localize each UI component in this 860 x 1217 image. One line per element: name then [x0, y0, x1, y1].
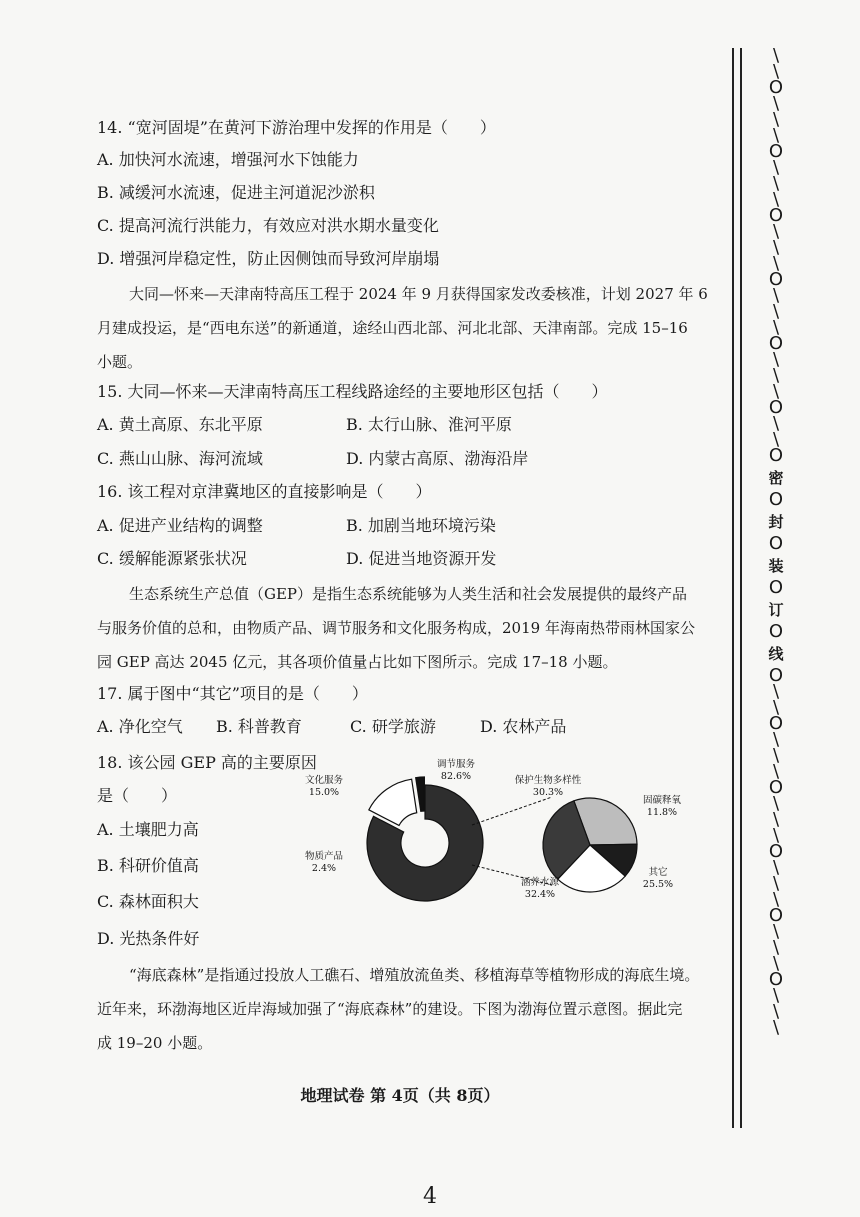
- binding-mark: \: [772, 825, 780, 846]
- binding-mark: \: [772, 365, 780, 386]
- value-material: 2.4%: [311, 863, 337, 874]
- binding-mark: \: [772, 45, 780, 66]
- q16-option-a: A. 促进产业结构的调整: [97, 516, 263, 535]
- binding-mark: \: [772, 873, 780, 894]
- q17-option-d: D. 农林产品: [480, 717, 567, 736]
- binding-word: 封: [768, 513, 784, 531]
- q16-option-b: B. 加剧当地环境污染: [346, 516, 496, 535]
- binding-mark: \: [772, 157, 780, 178]
- passage-uhv: [97, 284, 717, 372]
- label-biodiversity: 保护生物多样性: [514, 775, 582, 786]
- q14-stem: 14. “宽河固堤”在黄河下游治理中发挥的作用是（ ）: [97, 118, 496, 137]
- binding-mark: \: [772, 189, 780, 210]
- binding-mark: O: [768, 397, 784, 418]
- label-carbon: 固碳释氧: [642, 795, 682, 806]
- binding-mark: O: [768, 205, 784, 226]
- connector-line-0: [472, 797, 552, 825]
- q18-option-d: D. 光热条件好: [97, 929, 200, 948]
- binding-mark: \: [772, 429, 780, 450]
- binding-mark: O: [768, 665, 784, 686]
- passage-uhv-line: 小题。: [97, 353, 143, 371]
- q18-option-b: B. 科研价值高: [97, 856, 199, 875]
- q17-option-c: C. 研学旅游: [350, 717, 436, 736]
- q18-stem: 18. 该公园 GEP 高的主要原因: [97, 753, 317, 772]
- binding-mark: O: [768, 445, 784, 466]
- binding-mark: \: [772, 729, 780, 750]
- binding-line: [732, 48, 734, 1128]
- binding-mark: O: [768, 905, 784, 926]
- q17-stem: 17. 属于图中“其它”项目的是（ ）: [97, 684, 368, 703]
- label-material: 物质产品: [304, 851, 344, 862]
- binding-word: 装: [768, 557, 784, 575]
- label-regulation: 调节服务: [436, 759, 476, 770]
- binding-mark: O: [768, 577, 784, 598]
- q15-option-b: B. 太行山脉、淮河平原: [346, 415, 512, 434]
- binding-mark: \: [772, 1017, 780, 1038]
- value-culture: 15.0%: [308, 787, 340, 798]
- value-water: 32.4%: [524, 889, 556, 900]
- binding-mark: \: [772, 681, 780, 702]
- binding-mark: O: [768, 141, 784, 162]
- value-regulation: 82.6%: [440, 771, 472, 782]
- binding-mark: \: [772, 889, 780, 910]
- label-culture: 文化服务: [304, 775, 344, 786]
- q16-option-c: C. 缓解能源紧张状况: [97, 549, 247, 568]
- value-carbon: 11.8%: [646, 807, 678, 818]
- binding-mark: \: [772, 349, 780, 370]
- binding-mark: \: [772, 1001, 780, 1022]
- binding-mark: \: [772, 285, 780, 306]
- value-biodiversity: 30.3%: [532, 787, 564, 798]
- binding-mark: O: [768, 969, 784, 990]
- q15-option-a: A. 黄土高原、东北平原: [97, 415, 263, 434]
- binding-word: 线: [768, 645, 784, 663]
- q16-stem: 16. 该工程对京津冀地区的直接影响是（ ）: [97, 482, 432, 501]
- binding-mark: \: [772, 745, 780, 766]
- binding-mark: \: [772, 793, 780, 814]
- passage-sea-forest-line: 成 19–20 小题。: [97, 1034, 213, 1052]
- binding-mark: \: [772, 173, 780, 194]
- binding-mark: O: [768, 841, 784, 862]
- q14-option-c: C. 提高河流行洪能力，有效应对洪水期水量变化: [97, 216, 439, 235]
- q14-option-b: B. 减缓河水流速，促进主河道泥沙淤积: [97, 183, 375, 202]
- binding-mark: \: [772, 381, 780, 402]
- binding-mark: O: [768, 533, 784, 554]
- binding-mark: \: [772, 809, 780, 830]
- q18-option-c: C. 森林面积大: [97, 892, 199, 911]
- binding-mark: \: [772, 953, 780, 974]
- binding-mark: O: [768, 489, 784, 510]
- binding-mark: \: [772, 317, 780, 338]
- binding-margin: [728, 45, 798, 1128]
- binding-mark: O: [768, 77, 784, 98]
- binding-mark: O: [768, 333, 784, 354]
- binding-mark: O: [768, 621, 784, 642]
- binding-word: 订: [768, 601, 784, 619]
- binding-mark: \: [772, 761, 780, 782]
- passage-uhv-line: 大同—怀来—天津南特高压工程于 2024 年 9 月获得国家发改委核准，计划 2027 年 6: [129, 285, 708, 303]
- q16-option-d: D. 促进当地资源开发: [346, 549, 497, 568]
- binding-mark: \: [772, 857, 780, 878]
- passage-sea-forest-line: 近年来，环渤海地区近岸海域加强了“海底森林”的建设。下图为渤海位置示意图。据此完: [97, 1000, 683, 1018]
- binding-mark: \: [772, 221, 780, 242]
- binding-mark: \: [772, 697, 780, 718]
- gep-pie-chart: [290, 755, 710, 905]
- binding-mark: O: [768, 777, 784, 798]
- q14-option-d: D. 增强河岸稳定性，防止因侧蚀而导致河岸崩塌: [97, 249, 440, 268]
- binding-mark: \: [772, 237, 780, 258]
- passage-gep-line: 生态系统生产总值（GEP）是指生态系统能够为人类生活和社会发展提供的最终产品: [129, 585, 688, 603]
- q18-option-a: A. 土壤肥力高: [97, 820, 199, 839]
- label-water: 涵养水源: [520, 877, 560, 888]
- passage-uhv-line: 月建成投运，是“西电东送”的新通道，途经山西北部、河北北部、天津南部。完成 15–16: [97, 319, 688, 337]
- binding-mark: \: [772, 61, 780, 82]
- q15-stem: 15. 大同—怀来—天津南特高压工程线路途经的主要地形区包括（ ）: [97, 382, 608, 401]
- q17-option-a: A. 净化空气: [97, 717, 183, 736]
- binding-word: 密: [768, 469, 784, 487]
- binding-mark: \: [772, 253, 780, 274]
- binding-mark: \: [772, 301, 780, 322]
- binding-mark: \: [772, 413, 780, 434]
- binding-mark: O: [768, 269, 784, 290]
- label-other: 其它: [648, 867, 668, 878]
- page-number: 4: [423, 1184, 437, 1209]
- passage-sea-forest-line: “海底森林”是指通过投放人工礁石、增殖放流鱼类、移植海草等植物形成的海底生境。: [129, 966, 700, 984]
- binding-mark: \: [772, 985, 780, 1006]
- binding-mark: O: [768, 713, 784, 734]
- q14-option-a: A. 加快河水流速，增强河水下蚀能力: [97, 150, 359, 169]
- q15-option-d: D. 内蒙古高原、渤海沿岸: [346, 449, 529, 468]
- binding-mark: \: [772, 109, 780, 130]
- passage-gep-line: 园 GEP 高达 2045 亿元，其各项价值量占比如下图所示。完成 17–18 小题。: [97, 653, 618, 671]
- binding-mark: \: [772, 93, 780, 114]
- q18-stem-cont: 是（ ）: [97, 786, 178, 805]
- binding-mark: \: [772, 125, 780, 146]
- donut-slice-2: [416, 777, 425, 811]
- passage-gep: [97, 584, 717, 672]
- binding-mark: \: [772, 921, 780, 942]
- binding-line: [740, 48, 742, 1128]
- seal-line-marks: [760, 45, 792, 1038]
- q17-option-b: B. 科普教育: [216, 717, 302, 736]
- binding-mark: \: [772, 937, 780, 958]
- passage-gep-line: 与服务价值的总和，由物质产品、调节服务和文化服务构成，2019 年海南热带雨林国家公: [97, 619, 695, 637]
- q15-option-c: C. 燕山山脉、海河流域: [97, 449, 263, 468]
- value-other: 25.5%: [642, 879, 674, 890]
- passage-sea-forest: [97, 965, 717, 1053]
- page-footer: 地理试卷 第 4页（共 8页）: [300, 1086, 500, 1105]
